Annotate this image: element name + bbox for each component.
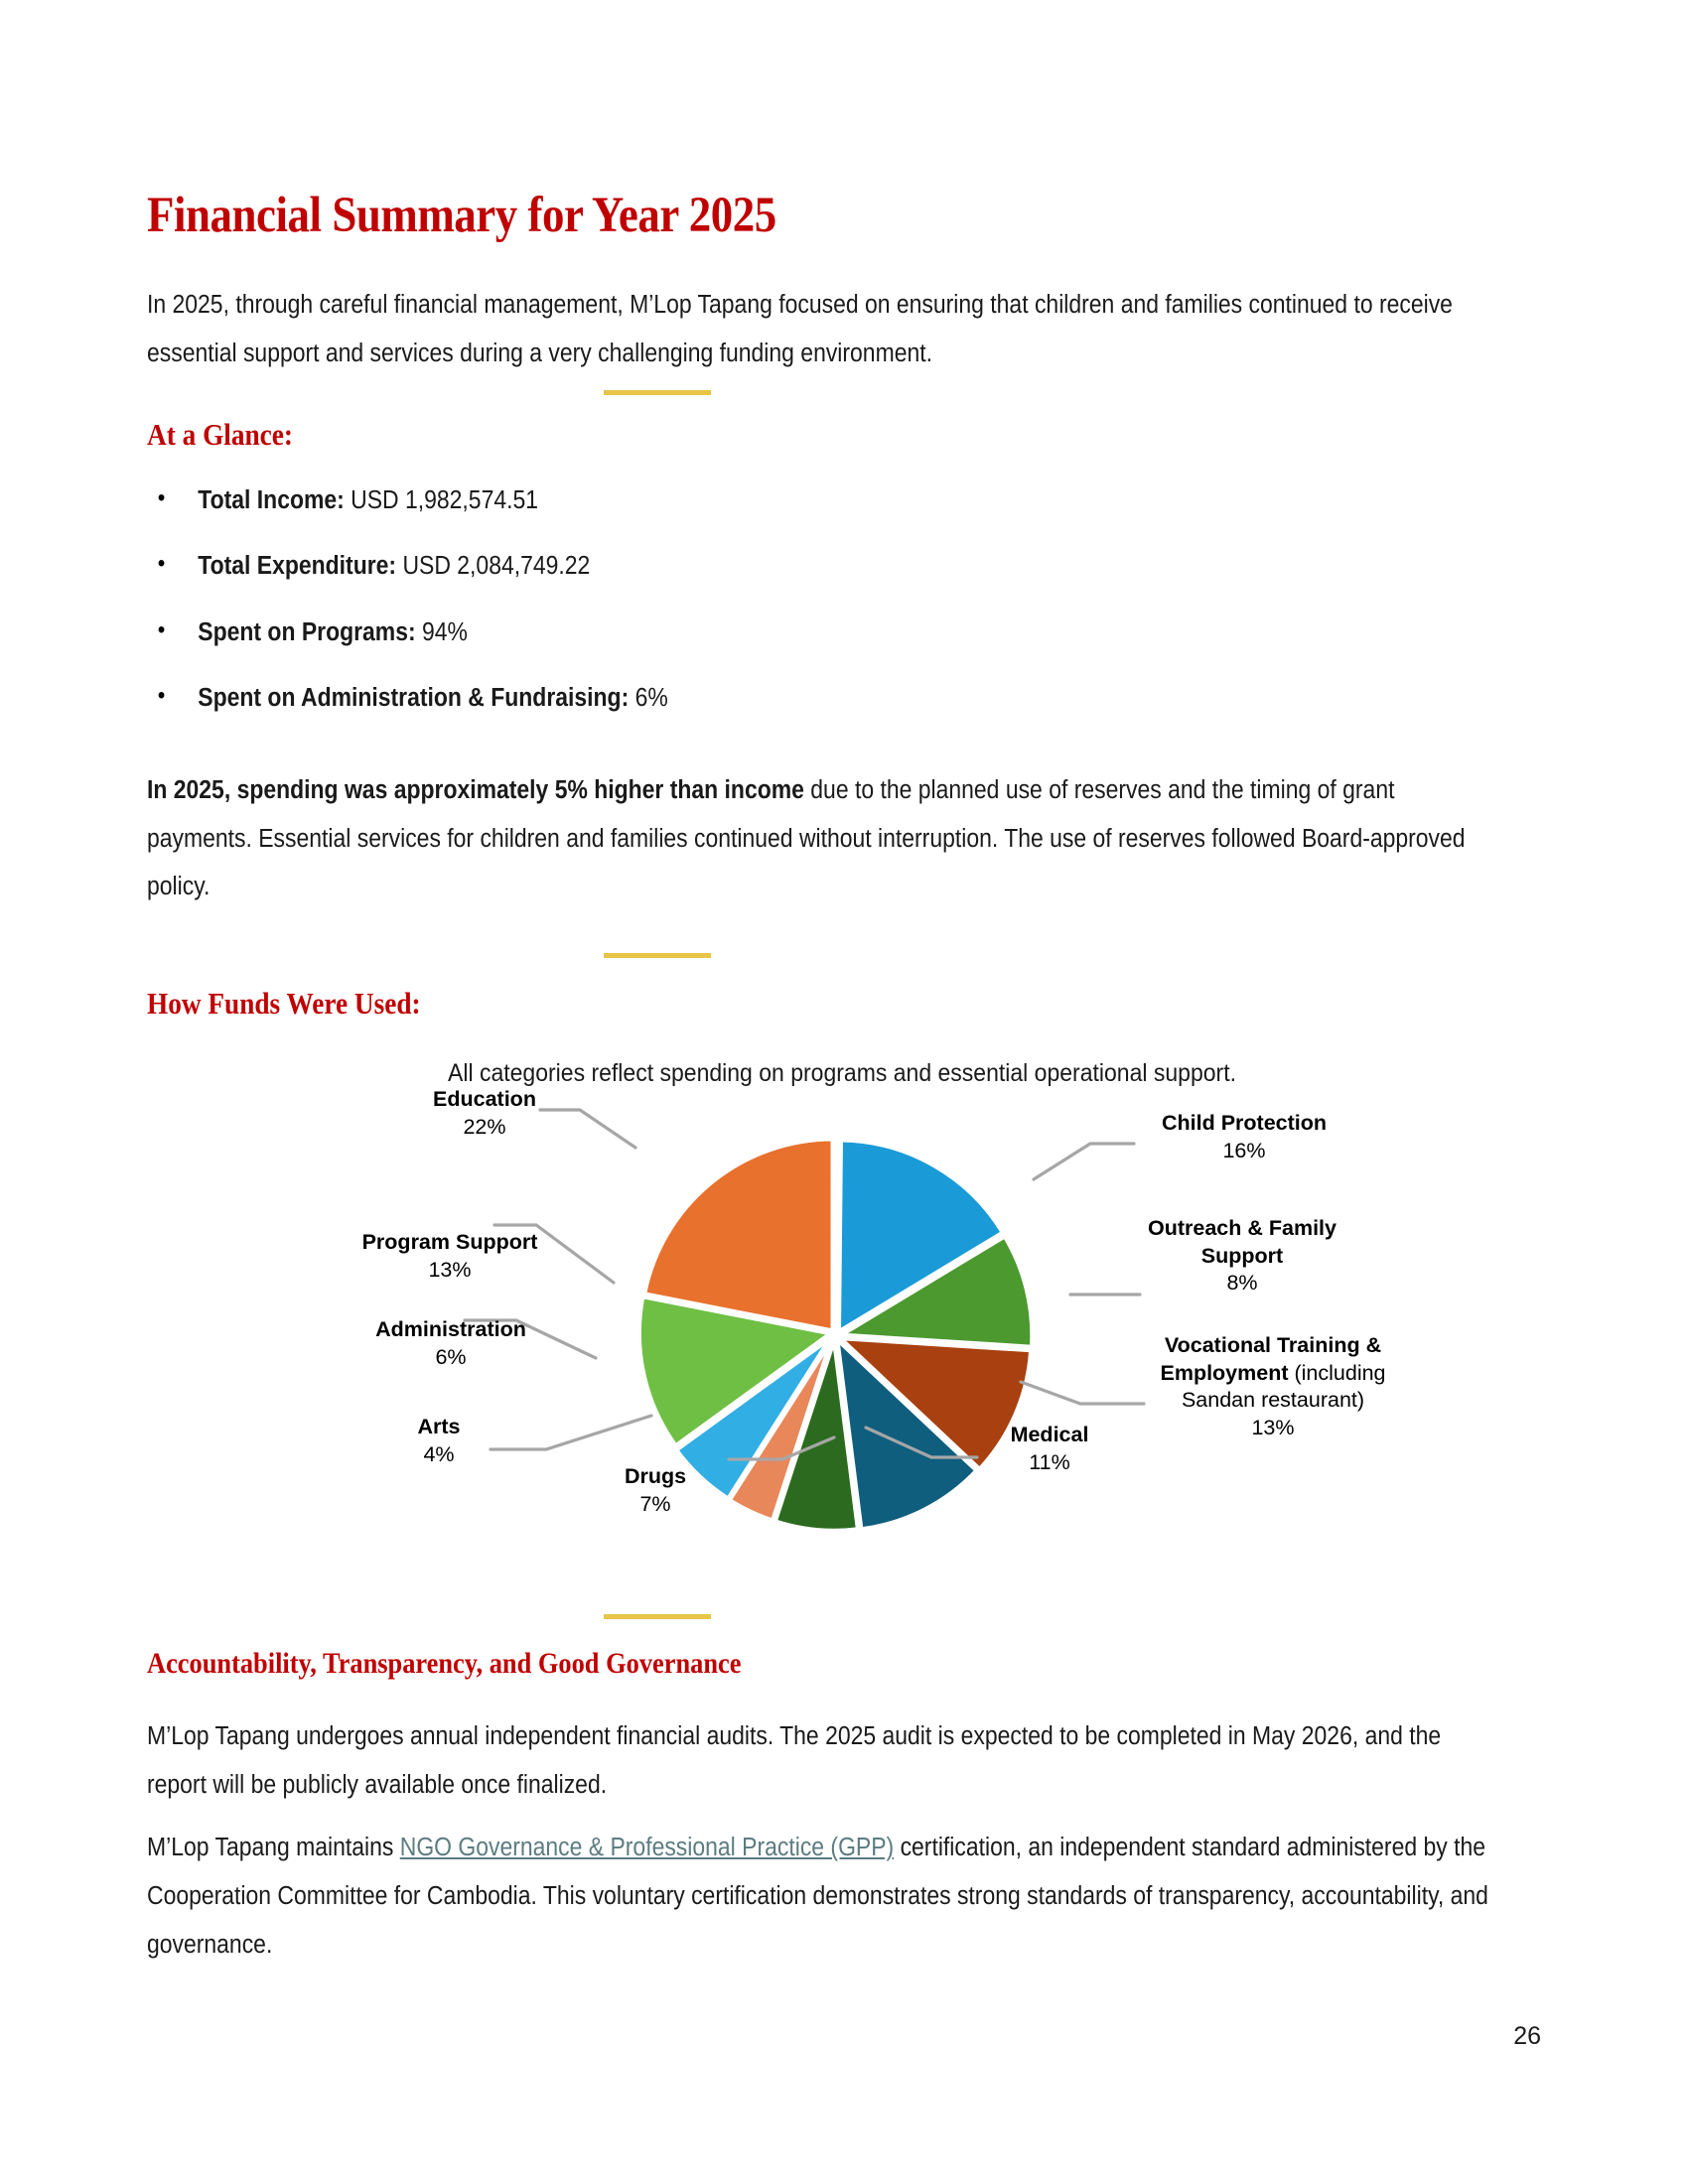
governance-text-before: M’Lop Tapang maintains bbox=[147, 1834, 400, 1862]
governance-paragraph-2 bbox=[147, 1824, 1498, 1970]
pie-chart bbox=[147, 1088, 1537, 1614]
governance-text-after: certification, an independent standard administered by the Cooperation Committee for Cambodia. This voluntary certification demonstrates strong standards of transparency, accountability, and governance. bbox=[147, 1834, 1488, 1960]
glance-label: Spent on Administration & Fundraising: bbox=[198, 684, 630, 713]
page-title: Financial Summary for Year 2025 bbox=[147, 188, 776, 243]
governance-heading: Accountability, Transparency, and Good Governance bbox=[147, 1647, 742, 1681]
pie-label-education: Education 22% bbox=[433, 1087, 536, 1139]
reserves-note-rest: due to the planned use of reserves and the timing of grant payments. Essential services for children and families continued without interruption. The use of reserves followed Board-approved policy. bbox=[147, 775, 1466, 901]
pie-label-vocational: Vocational Training & Employment (including Sandan restaurant) 13% bbox=[1160, 1333, 1386, 1439]
glance-label: Total Expenditure: bbox=[198, 552, 397, 581]
pie-label-drugs: Drugs 7% bbox=[624, 1464, 687, 1516]
chart-caption: All categories reflect spending on programs and essential operational support. bbox=[448, 1059, 1236, 1088]
at-a-glance-heading: At a Glance: bbox=[147, 416, 293, 452]
list-item bbox=[147, 617, 1587, 646]
pie-label-arts: Arts 4% bbox=[417, 1415, 461, 1466]
pie-label-medical: Medical 11% bbox=[1010, 1423, 1089, 1474]
reserves-note bbox=[147, 766, 1498, 912]
intro-paragraph: In 2025, through careful financial management, M’Lop Tapang focused on ensuring that children and families continued to receive essential support and services during a very challenging funding environment. bbox=[147, 290, 1453, 367]
pie-label-outreach: Outreach & Family Support 8% bbox=[1148, 1216, 1336, 1296]
reserves-note-lead: In 2025, spending was approximately 5% higher than income bbox=[147, 775, 804, 804]
page-number: 26 bbox=[1513, 2022, 1541, 2050]
glance-value: USD 2,084,749.22 bbox=[402, 552, 591, 581]
list-item bbox=[147, 554, 1587, 580]
how-funds-used-heading: How Funds Were Used: bbox=[147, 986, 421, 1022]
governance-paragraph-1: M’Lop Tapang undergoes annual independent financial audits. The 2025 audit is expected to be completed in May 2026, and the report will be publicly available once finalized. bbox=[147, 1722, 1442, 1800]
page-content bbox=[147, 0, 1537, 1970]
glance-value: 94% bbox=[422, 617, 468, 646]
gpp-certification-link[interactable]: NGO Governance & Professional Practice (GPP) bbox=[399, 1834, 895, 1862]
list-item bbox=[147, 485, 1587, 514]
glance-value: 6% bbox=[634, 684, 668, 713]
list-item bbox=[147, 686, 1587, 712]
pie-label-administration: Administration 6% bbox=[375, 1317, 526, 1369]
pie-label-child-protection: Child Protection 16% bbox=[1161, 1111, 1328, 1162]
pie-label-program-support: Program Support 13% bbox=[361, 1230, 538, 1282]
glance-label: Spent on Programs: bbox=[198, 617, 416, 646]
glance-value: USD 1,982,574.51 bbox=[351, 485, 539, 514]
glance-label: Total Income: bbox=[198, 485, 345, 514]
at-a-glance-list bbox=[147, 485, 1537, 713]
